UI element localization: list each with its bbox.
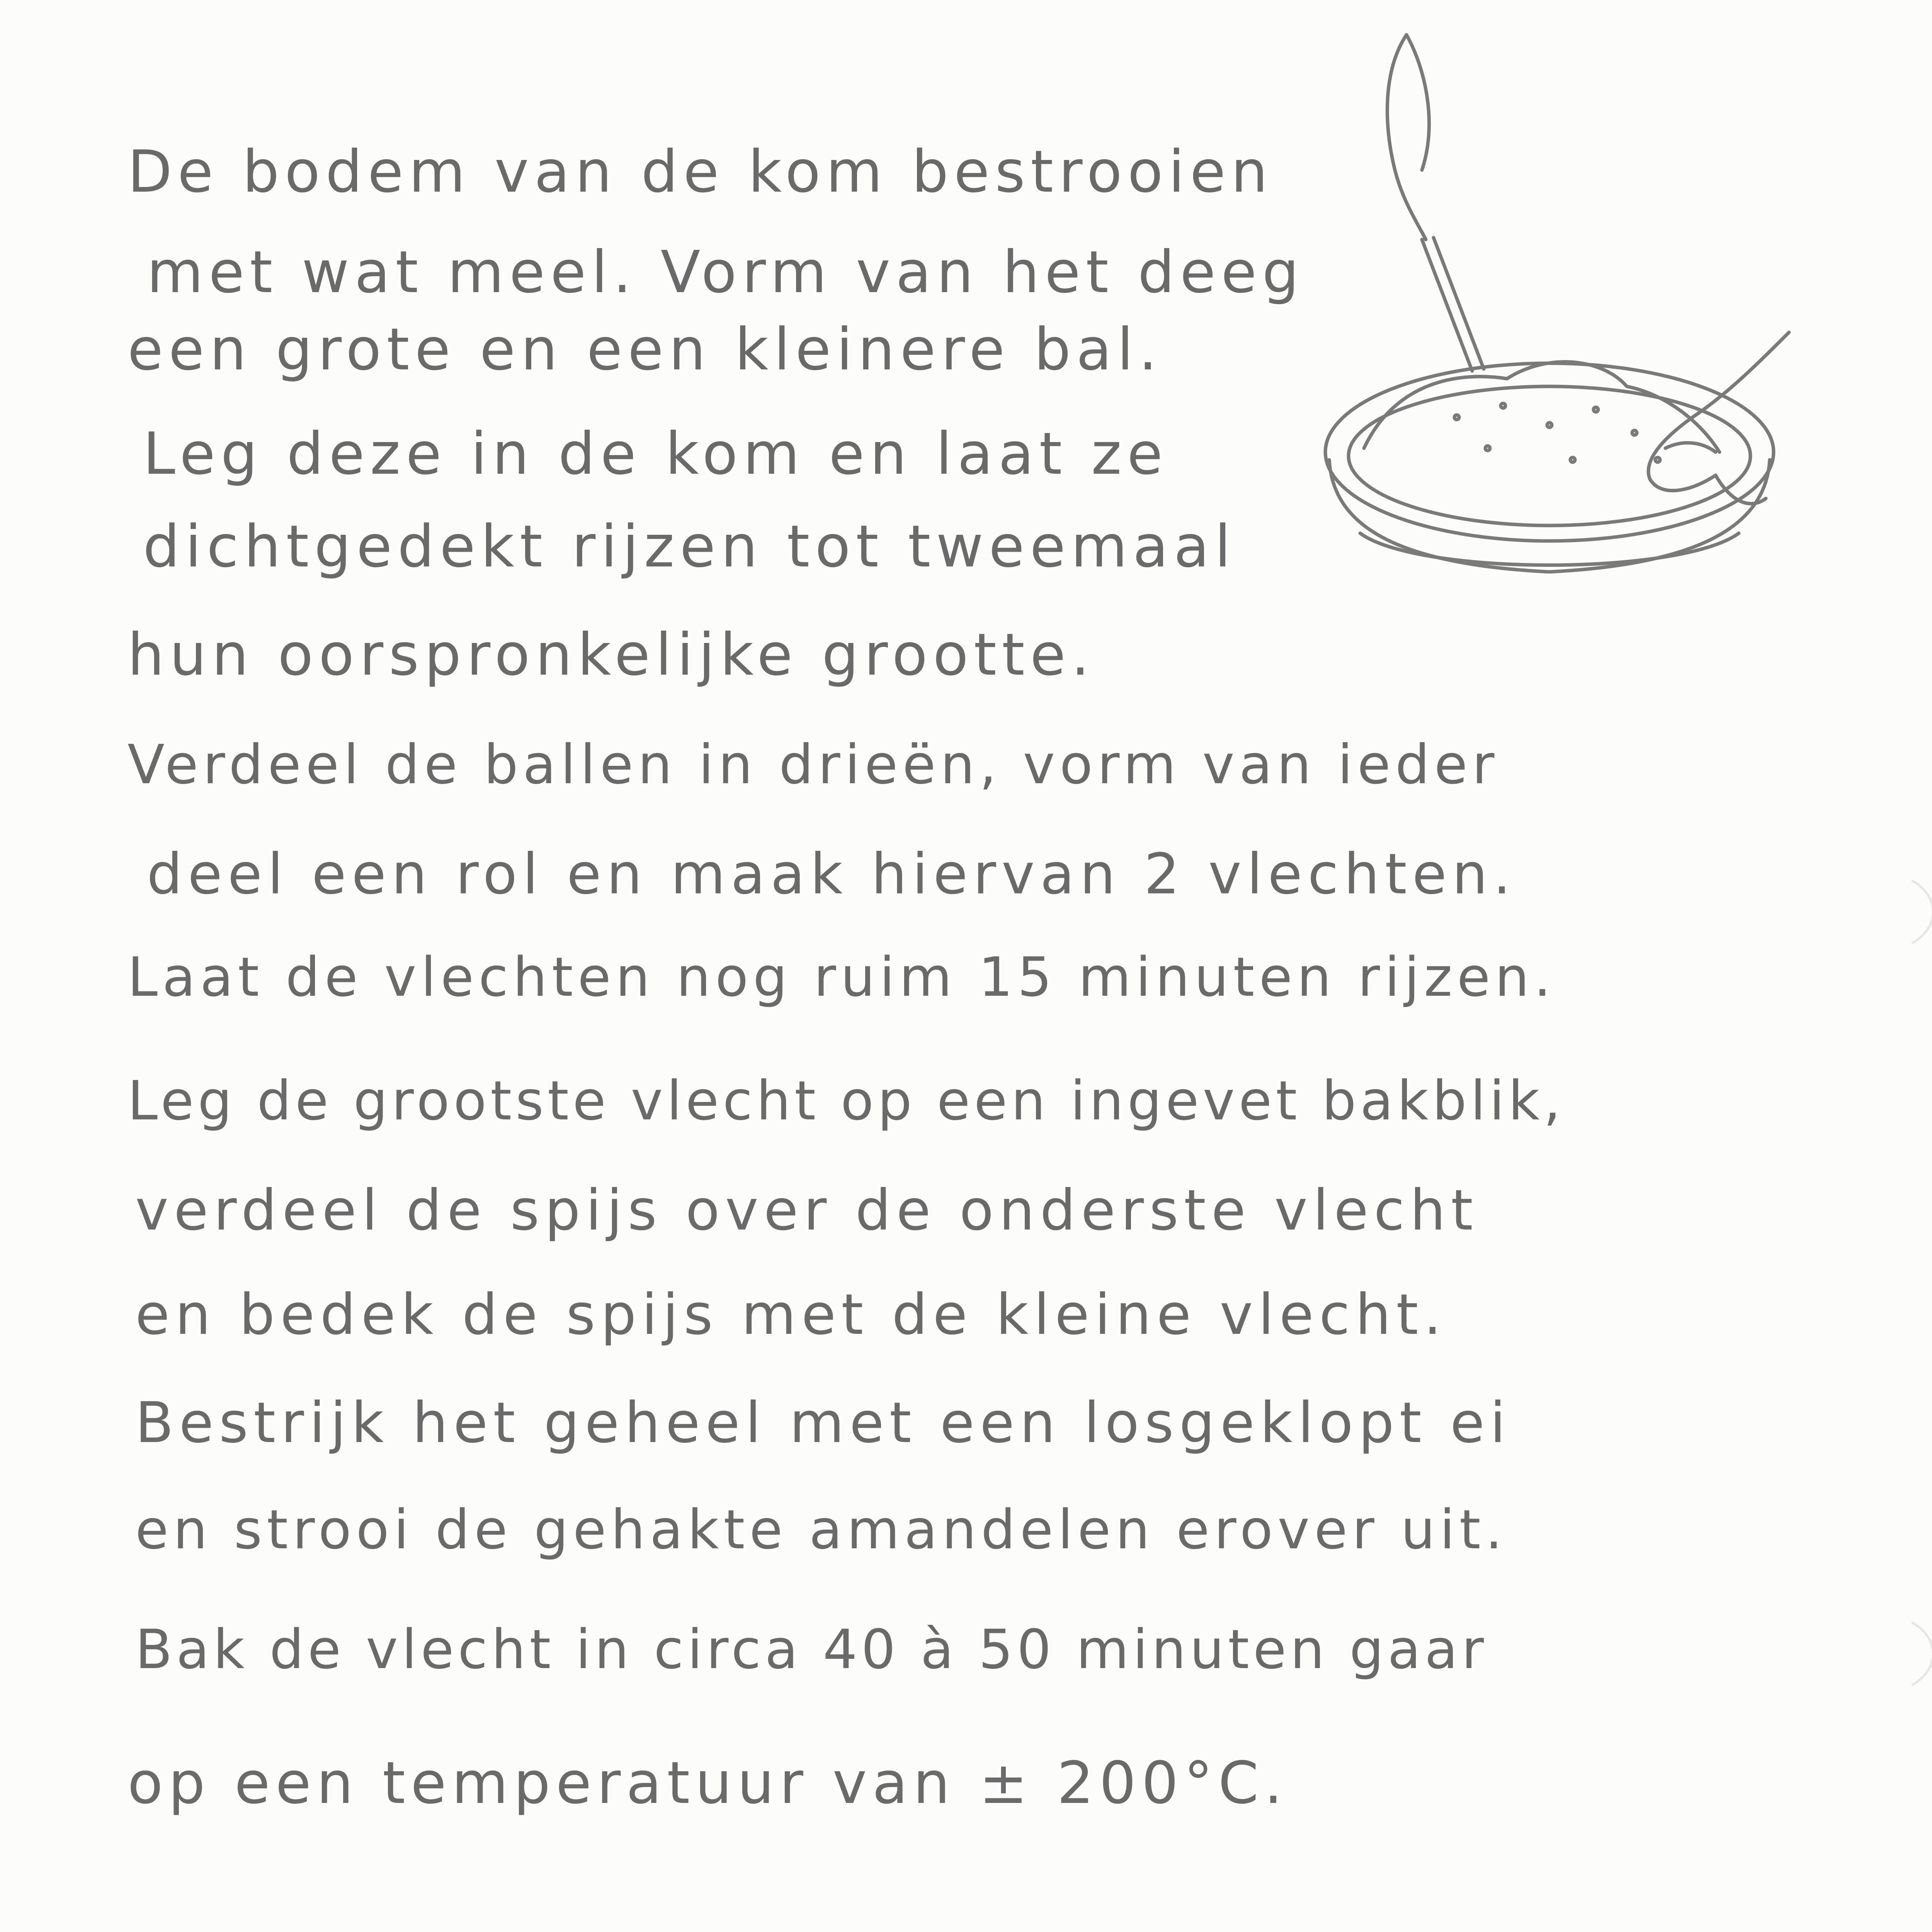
- recipe-line-16: op een temperatuur van ± 200°C.: [128, 1750, 1288, 1817]
- paper-bleed-through: [1816, 850, 1932, 1777]
- recipe-line-3: een grote en een kleinere bal.: [128, 316, 1163, 383]
- recipe-line-9: Laat de vlechten nog ruim 15 minuten rijzen.: [128, 946, 1556, 1009]
- recipe-line-7: Verdeel de ballen in drieën, vorm van ieder: [128, 733, 1499, 796]
- recipe-line-6: hun oorspronkelijke grootte.: [128, 621, 1095, 689]
- recipe-line-4: Leg deze in de kom en laat ze: [143, 420, 1168, 488]
- recipe-line-14: en strooi de gehakte amandelen erover uit.: [135, 1498, 1507, 1561]
- recipe-line-12: en bedek de spijs met de kleine vlecht.: [135, 1282, 1447, 1347]
- recipe-line-15: Bak de vlecht in circa 40 à 50 minuten gaar: [135, 1618, 1488, 1681]
- bowl-with-dough-and-hand-icon: [1256, 23, 1797, 603]
- recipe-line-11: verdeel de spijs over de onderste vlecht: [135, 1178, 1478, 1243]
- recipe-line-1: De bodem van de kom bestrooien: [128, 138, 1273, 206]
- recipe-line-2: met wat meel. Vorm van het deeg: [147, 239, 1304, 306]
- recipe-line-13: Bestrijk het geheel met een losgeklopt ei: [135, 1390, 1511, 1456]
- recipe-line-10: Leg de grootste vlecht op een ingevet bakblik,: [128, 1070, 1565, 1133]
- recipe-line-8: deel een rol en maak hiervan 2 vlechten.: [147, 842, 1516, 907]
- recipe-line-5: dichtgedekt rijzen tot tweemaal: [143, 513, 1236, 580]
